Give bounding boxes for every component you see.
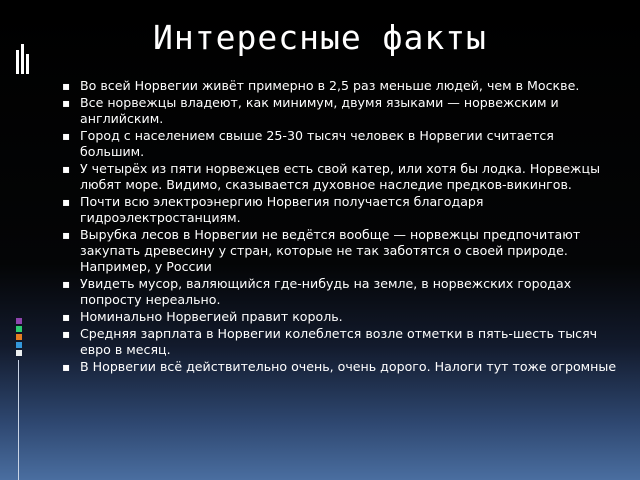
fact-item bbox=[60, 227, 620, 275]
bullet-icon: ▪ bbox=[62, 228, 71, 242]
bullet-icon: ▪ bbox=[62, 310, 71, 324]
bullet-icon: ▪ bbox=[62, 277, 71, 291]
color-square bbox=[16, 350, 22, 356]
fact-text: Все норвежцы владеют, как минимум, двумя языками — норвежским и английским. bbox=[80, 95, 559, 126]
fact-text: Почти всю электроэнергию Норвегия получается благодаря гидроэлектростанциям. bbox=[80, 194, 484, 225]
fact-item bbox=[60, 326, 620, 358]
decorative-color-squares bbox=[16, 318, 24, 358]
fact-text: У четырёх из пяти норвежцев есть свой катер, или хотя бы лодка. Норвежцы любят море. Видимо, сказывается духовное наследие предков-викингов. bbox=[80, 161, 601, 192]
fact-item bbox=[60, 309, 620, 325]
bullet-icon: ▪ bbox=[62, 129, 71, 143]
fact-item bbox=[60, 276, 620, 308]
fact-text: Средняя зарплата в Норвегии колеблется возле отметки в пять-шесть тысяч евро в месяц. bbox=[80, 326, 598, 357]
fact-item bbox=[60, 95, 620, 127]
decorative-bars bbox=[16, 44, 30, 74]
fact-item bbox=[60, 161, 620, 193]
color-square bbox=[16, 326, 22, 332]
facts-list bbox=[60, 78, 620, 376]
fact-text: Увидеть мусор, валяющийся где-нибудь на земле, в норвежских городах попросту нереально. bbox=[80, 276, 572, 307]
slide-title: Интересные факты bbox=[153, 18, 487, 57]
bullet-icon: ▪ bbox=[62, 195, 71, 209]
decorative-side-line bbox=[18, 360, 19, 480]
fact-text: Город с населением свыше 25-30 тысяч человек в Норвегии считается большим. bbox=[80, 128, 554, 159]
fact-text: В Норвегии всё действительно очень, очень дорого. Налоги тут тоже огромные bbox=[80, 359, 617, 374]
fact-text: Номинально Норвегией правит король. bbox=[80, 309, 343, 324]
fact-item bbox=[60, 128, 620, 160]
fact-item bbox=[60, 78, 620, 94]
bullet-icon: ▪ bbox=[62, 79, 71, 93]
fact-text: Вырубка лесов в Норвегии не ведётся вообще — норвежцы предпочитают закупать древесину у стран, которые не так заботятся о своей природе. Например, у России bbox=[80, 227, 581, 274]
fact-item bbox=[60, 359, 620, 375]
color-square bbox=[16, 342, 22, 348]
color-square bbox=[16, 318, 22, 324]
bullet-icon: ▪ bbox=[62, 96, 71, 110]
fact-item bbox=[60, 194, 620, 226]
bullet-icon: ▪ bbox=[62, 360, 71, 374]
bullet-icon: ▪ bbox=[62, 162, 71, 176]
color-square bbox=[16, 334, 22, 340]
bullet-icon: ▪ bbox=[62, 327, 71, 341]
fact-text: Во всей Норвегии живёт примерно в 2,5 раз меньше людей, чем в Москве. bbox=[80, 78, 580, 93]
